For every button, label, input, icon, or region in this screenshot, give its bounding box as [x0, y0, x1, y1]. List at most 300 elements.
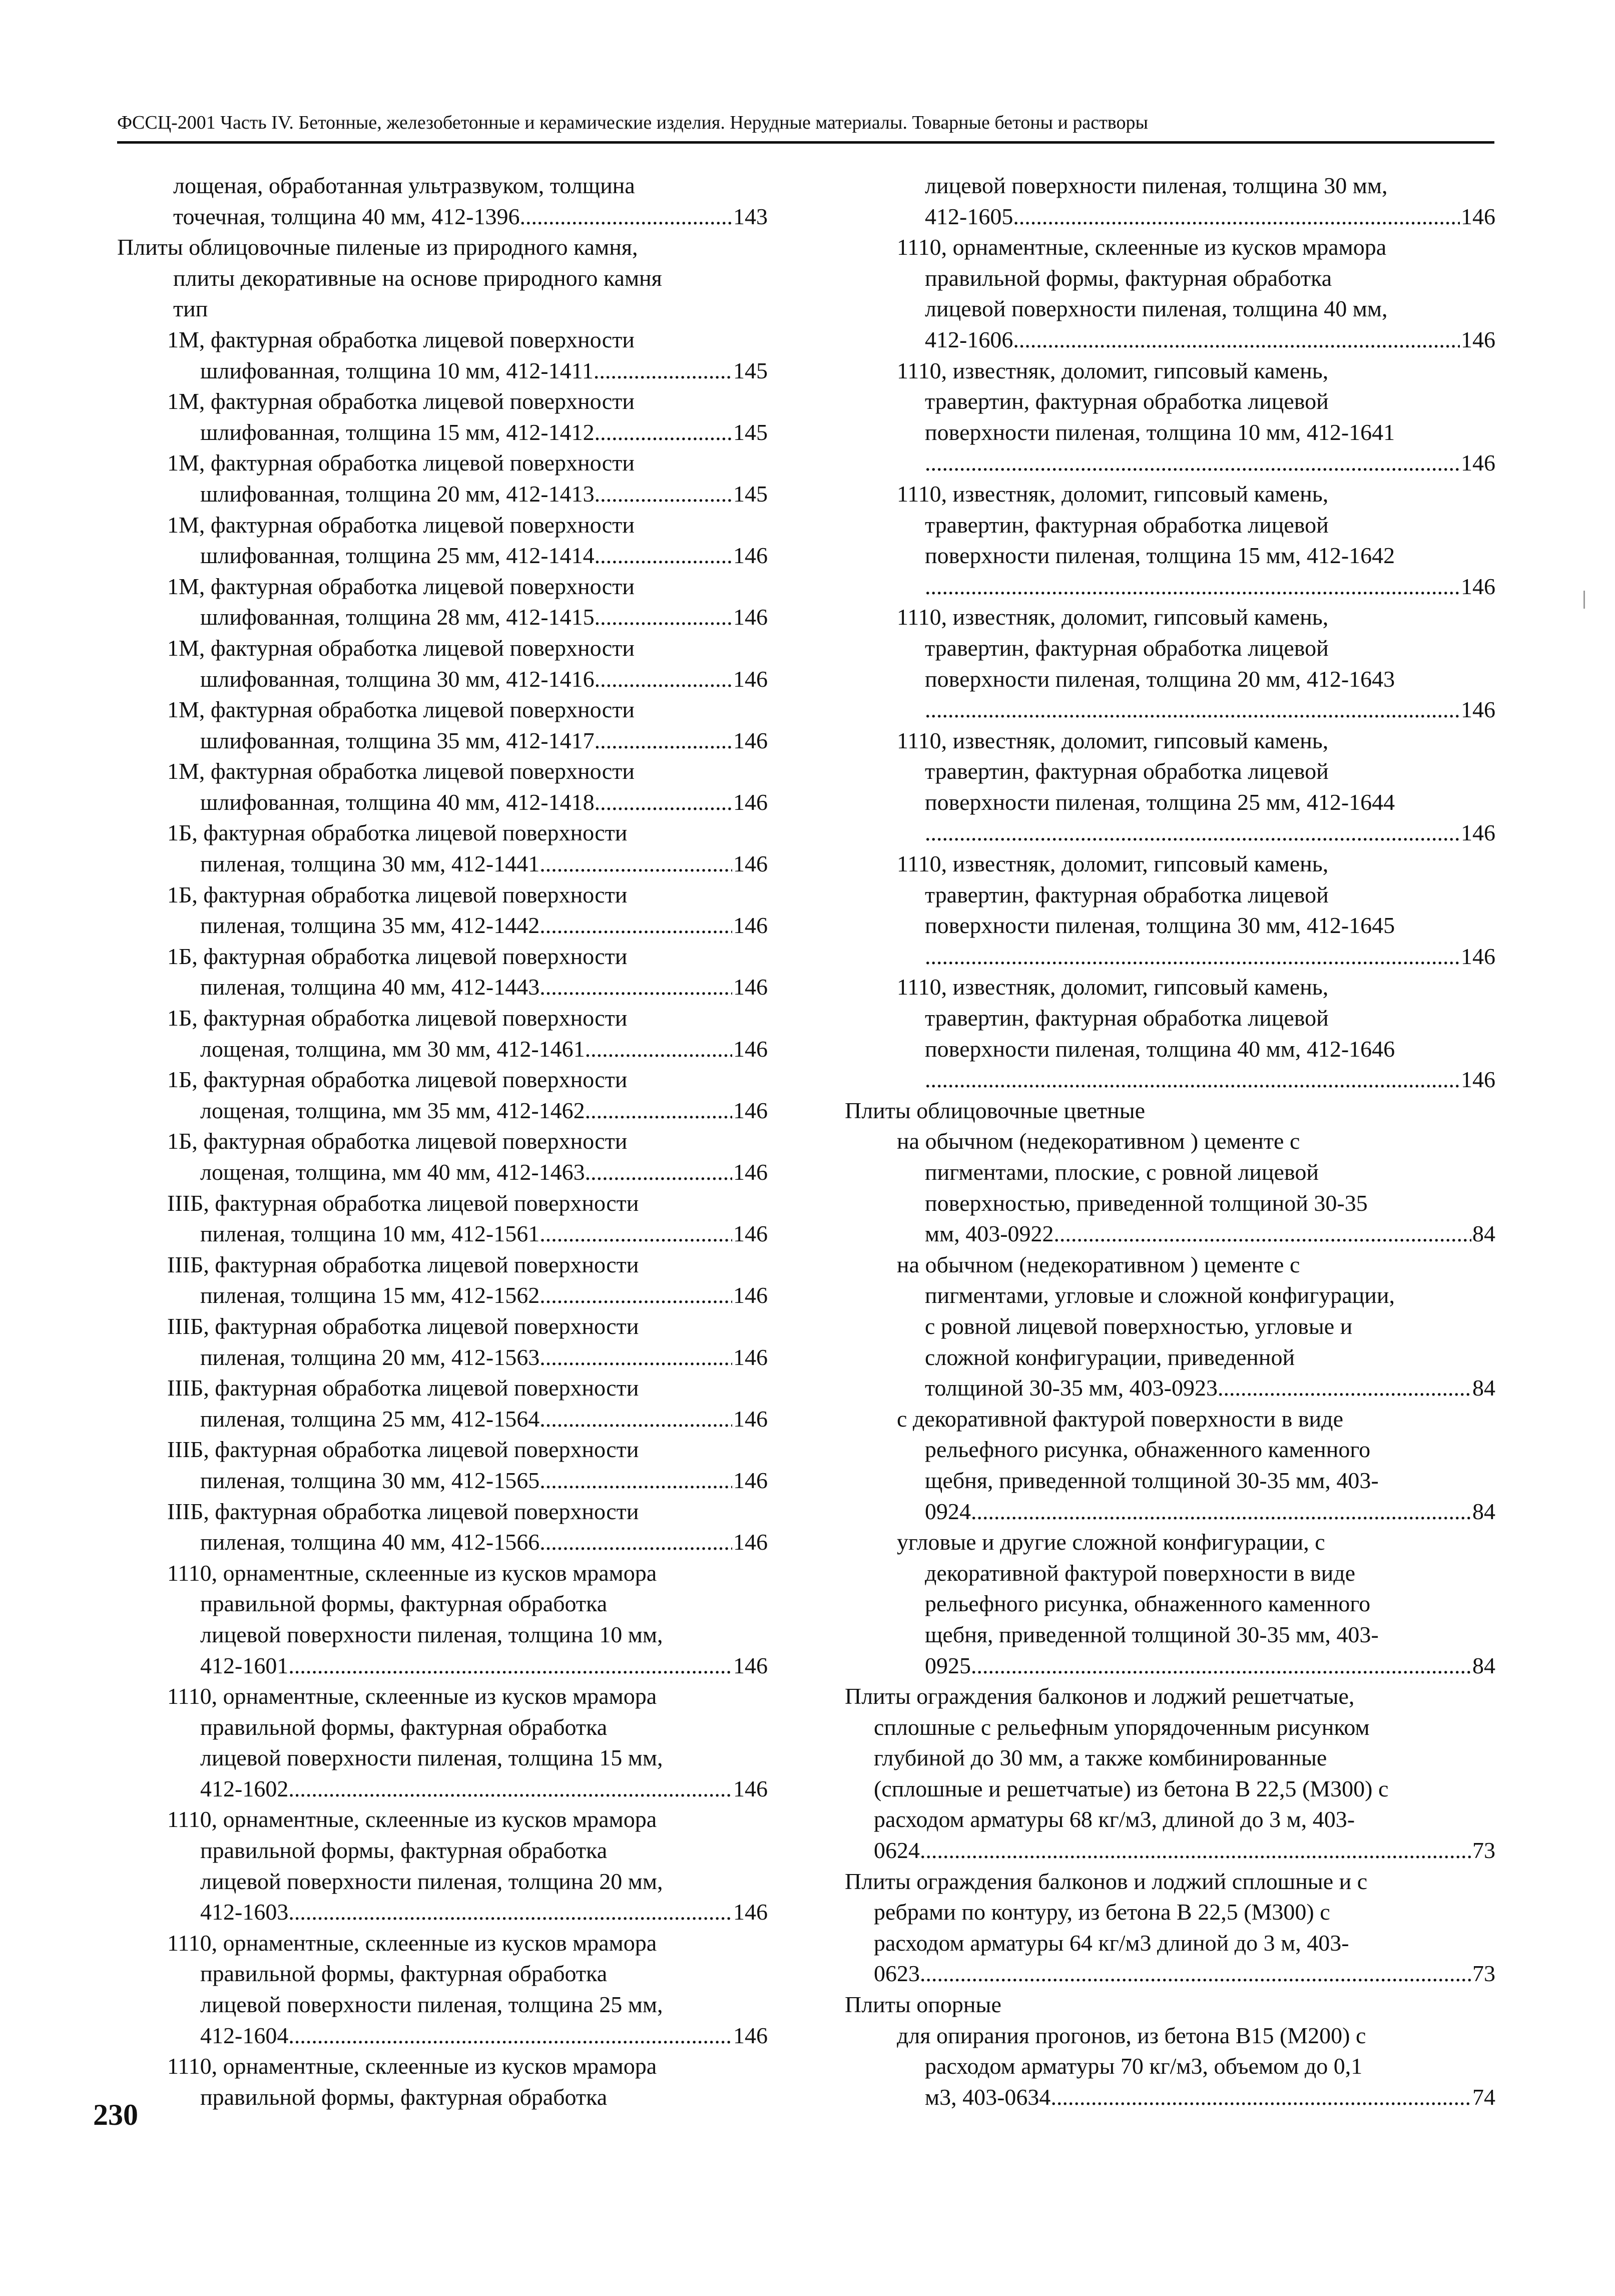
page-reference: 146 — [733, 1406, 768, 1432]
page-reference: 146 — [1461, 203, 1495, 229]
index-text-line — [845, 386, 1495, 417]
dot-leader — [1218, 1372, 1471, 1404]
index-entry-line — [117, 725, 768, 756]
entry-text: для опирания прогонов, из бетона В15 (М200) с — [897, 2022, 1366, 2048]
entry-text: травертин, фактурная обработка лицевой — [925, 388, 1329, 414]
index-text-line — [117, 633, 768, 664]
index-text-line — [845, 910, 1495, 941]
dot-leader — [520, 201, 733, 232]
index-text-line — [845, 1681, 1495, 1712]
index-text-line — [845, 1003, 1495, 1034]
index-entry-line — [117, 1342, 768, 1373]
index-text-line — [845, 479, 1495, 510]
entry-text: 1М, фактурная обработка лицевой поверхности — [167, 450, 635, 476]
entry-text: 1М, фактурная обработка лицевой поверхности — [167, 326, 635, 352]
dot-leader — [540, 972, 732, 1003]
entry-text: пиленая, толщина 10 мм, 412-1561 — [200, 1221, 540, 1247]
dot-leader — [925, 941, 1460, 972]
entry-text: м3, 403-0634 — [925, 2084, 1051, 2110]
dot-leader — [595, 540, 732, 571]
index-entry-line — [845, 1835, 1495, 1866]
dot-leader — [925, 694, 1460, 725]
dot-leader — [1013, 201, 1460, 232]
index-entry-line — [845, 324, 1495, 355]
entry-text: 1110, орнаментные, склеенные из кусков мрамора — [167, 2053, 657, 2079]
entry-text: IIIБ, фактурная обработка лицевой поверхности — [167, 1498, 639, 1524]
index-text-line — [117, 386, 768, 417]
index-entry-line — [117, 1897, 768, 1928]
entry-text: рельефного рисунка, обнаженного каменного — [925, 1437, 1371, 1463]
page-reference: 146 — [1461, 1067, 1495, 1093]
index-text-line — [117, 1958, 768, 1989]
index-text-line — [845, 602, 1495, 633]
entry-text: Плиты ограждения балконов и лоджий сплошные и с — [845, 1868, 1368, 1894]
index-text-line — [117, 1835, 768, 1866]
entry-text: щебня, приведенной толщиной 30-35 мм, 403- — [925, 1621, 1379, 1647]
index-text-line — [845, 1465, 1495, 1496]
entry-text: пиленая, толщина 20 мм, 412-1563 — [200, 1344, 540, 1370]
index-entry-line — [845, 1650, 1495, 1681]
entry-text: (сплошные и решетчатые) из бетона В 22,5 (М300) с — [874, 1775, 1389, 1801]
index-entry-line — [117, 355, 768, 386]
index-text-line — [117, 1003, 768, 1034]
dot-leader — [288, 1650, 732, 1681]
page-reference: 146 — [1461, 326, 1495, 352]
index-text-line — [117, 756, 768, 787]
entry-text: 1Б, фактурная обработка лицевой поверхности — [167, 1128, 628, 1154]
page-number: 230 — [93, 2098, 138, 2131]
index-text-line — [117, 1311, 768, 1342]
dot-leader — [540, 910, 732, 941]
entry-text: пиленая, толщина 40 мм, 412-1443 — [200, 974, 540, 1000]
page-reference: 84 — [1472, 1498, 1495, 1524]
entry-text: 412-1603 — [200, 1899, 289, 1925]
index-text-line — [845, 1311, 1495, 1342]
entry-text: 1110, известняк, доломит, гипсовый камень, — [897, 727, 1329, 753]
entry-text: декоративной фактурой поверхности в виде — [925, 1560, 1356, 1586]
index-entry-line — [117, 1157, 768, 1188]
dot-leader — [594, 355, 732, 386]
dot-leader — [920, 1835, 1471, 1866]
page-reference: 146 — [733, 1282, 768, 1308]
entry-text: поверхностью, приведенной толщиной 30-35 — [925, 1190, 1368, 1216]
index-entry-line — [845, 1496, 1495, 1527]
index-entry-line — [117, 1465, 768, 1496]
dot-leader — [585, 1095, 732, 1126]
entry-text: шлифованная, толщина 35 мм, 412-1417 — [200, 727, 595, 753]
page-reference: 146 — [733, 543, 768, 569]
page-reference: 146 — [733, 974, 768, 1000]
index-text-line — [845, 1157, 1495, 1188]
entry-text: 1110, известняк, доломит, гипсовый камень, — [897, 357, 1329, 383]
entry-text: Плиты опорные — [845, 1992, 1001, 2018]
page-reference: 146 — [1461, 820, 1495, 846]
index-text-line — [117, 293, 768, 324]
dot-leader — [971, 1650, 1471, 1681]
dot-leader — [925, 447, 1460, 479]
entry-text: травертин, фактурная обработка лицевой — [925, 881, 1329, 907]
page-reference: 73 — [1472, 1838, 1495, 1864]
entry-text: 1М, фактурная обработка лицевой поверхности — [167, 573, 635, 599]
entry-text: правильной формы, фактурная обработка — [200, 1838, 608, 1864]
index-text-line — [117, 694, 768, 725]
page-reference: 84 — [1472, 1375, 1495, 1401]
index-entry-line — [845, 2082, 1495, 2113]
entry-text: пигментами, угловые и сложной конфигурации, — [925, 1282, 1395, 1308]
entry-text: 1110, известняк, доломит, гипсовый камень, — [897, 604, 1329, 630]
entry-text: IIIБ, фактурная обработка лицевой поверхности — [167, 1190, 639, 1216]
index-text-line — [117, 1064, 768, 1095]
entry-text: шлифованная, толщина 40 мм, 412-1418 — [200, 789, 595, 815]
index-text-line — [845, 540, 1495, 571]
index-entry-line — [117, 1650, 768, 1681]
index-text-line — [845, 1804, 1495, 1835]
entry-text: 1М, фактурная обработка лицевой поверхности — [167, 697, 635, 723]
page-reference: 146 — [733, 1344, 768, 1370]
header-rule — [117, 141, 1494, 144]
dot-leader — [595, 787, 732, 818]
index-text-line — [117, 571, 768, 602]
index-text-line — [117, 447, 768, 479]
index-text-line — [117, 232, 768, 263]
dot-leader — [288, 1773, 732, 1804]
index-text-line — [845, 510, 1495, 541]
page-reference: 146 — [733, 604, 768, 630]
index-entry-line — [845, 571, 1495, 602]
entry-text: на обычном (недекоративном ) цементе с — [897, 1251, 1300, 1277]
index-entry-line — [117, 602, 768, 633]
entry-text: поверхности пиленая, толщина 15 мм, 412-1642 — [925, 543, 1395, 569]
entry-text: 412-1604 — [200, 2022, 289, 2048]
index-text-line — [117, 1619, 768, 1650]
entry-text: лицевой поверхности пиленая, толщина 25 мм, — [200, 1992, 663, 2018]
page-reference: 84 — [1472, 1652, 1495, 1678]
index-text-line — [117, 2051, 768, 2082]
page-reference: 146 — [733, 912, 768, 939]
dot-leader — [925, 817, 1460, 848]
entry-text: поверхности пиленая, толщина 20 мм, 412-1643 — [925, 666, 1395, 692]
entry-text: 1Б, фактурная обработка лицевой поверхности — [167, 820, 628, 846]
entry-text: с декоративной фактурой поверхности в виде — [897, 1406, 1343, 1432]
entry-text: глубиной до 30 мм, а также комбинированные — [874, 1745, 1327, 1771]
page-reference: 73 — [1472, 1961, 1495, 1987]
dot-leader — [540, 1527, 732, 1558]
index-text-line — [845, 1404, 1495, 1435]
page-reference: 145 — [733, 419, 768, 445]
index-text-line — [117, 1188, 768, 1219]
dot-leader — [1054, 1218, 1471, 1249]
index-text-line — [117, 1928, 768, 1959]
index-text-line — [845, 664, 1495, 695]
entry-text: 0623 — [874, 1961, 920, 1987]
index-entry-line — [117, 1280, 768, 1311]
page-reference: 145 — [733, 357, 768, 383]
index-text-line — [845, 1434, 1495, 1465]
entry-text: лицевой поверхности пиленая, толщина 15 мм, — [200, 1745, 663, 1771]
page-reference: 143 — [733, 203, 768, 229]
entry-text: 412-1602 — [200, 1775, 289, 1801]
index-text-line — [845, 725, 1495, 756]
entry-text: мм, 403-0922 — [925, 1221, 1054, 1247]
index-text-line — [117, 941, 768, 972]
index-text-line — [845, 1249, 1495, 1280]
index-text-line — [845, 972, 1495, 1003]
entry-text: 1110, известняк, доломит, гипсовый камень, — [897, 851, 1329, 877]
entry-text: 1Б, фактурная обработка лицевой поверхности — [167, 881, 628, 907]
page-reference: 146 — [733, 1775, 768, 1801]
dot-leader — [540, 1404, 732, 1435]
entry-text: пиленая, толщина 15 мм, 412-1562 — [200, 1282, 540, 1308]
index-entry-line — [117, 848, 768, 879]
index-text-line — [117, 1866, 768, 1897]
page-reference: 146 — [1461, 697, 1495, 723]
page-reference: 146 — [733, 1097, 768, 1123]
entry-text: с ровной лицевой поверхностью, угловые и — [925, 1313, 1353, 1339]
index-entry-line — [117, 540, 768, 571]
index-text-line — [117, 1681, 768, 1712]
index-text-line — [845, 1897, 1495, 1928]
entry-text: толщиной 30-35 мм, 403-0923 — [925, 1375, 1218, 1401]
dot-leader — [288, 1897, 732, 1928]
index-text-line — [117, 1804, 768, 1835]
entry-text: 0925 — [925, 1652, 971, 1678]
entry-text: лощеная, толщина, мм 40 мм, 412-1463 — [200, 1159, 585, 1185]
index-text-line — [117, 263, 768, 294]
index-entry-line — [845, 1372, 1495, 1404]
scan-mark — [1583, 591, 1585, 609]
entry-text: пигментами, плоские, с ровной лицевой — [925, 1159, 1319, 1185]
entry-text: IIIБ, фактурная обработка лицевой поверхности — [167, 1437, 639, 1463]
index-entry-line — [117, 1034, 768, 1065]
entry-text: расходом арматуры 64 кг/м3 длиной до 3 м, 403- — [874, 1930, 1349, 1956]
dot-leader — [595, 602, 732, 633]
entry-text: лицевой поверхности пиленая, толщина 20 мм, — [200, 1868, 663, 1894]
page-reference: 74 — [1472, 2084, 1495, 2110]
index-text-line — [845, 1095, 1495, 1126]
index-text-line — [117, 1712, 768, 1743]
entry-text: шлифованная, толщина 10 мм, 412-1411 — [200, 357, 594, 383]
entry-text: поверхности пиленая, толщина 40 мм, 412-1646 — [925, 1036, 1395, 1062]
page-reference: 146 — [733, 1529, 768, 1555]
index-text-line — [117, 2082, 768, 2113]
entry-text: шлифованная, толщина 20 мм, 412-1413 — [200, 481, 595, 507]
entry-text: IIIБ, фактурная обработка лицевой поверхности — [167, 1313, 639, 1339]
entry-text: лощеная, толщина, мм 30 мм, 412-1461 — [200, 1036, 585, 1062]
entry-text: шлифованная, толщина 15 мм, 412-1412 — [200, 419, 595, 445]
entry-text: травертин, фактурная обработка лицевой — [925, 512, 1329, 538]
index-entry-line — [845, 1958, 1495, 1989]
index-entry-line — [117, 1095, 768, 1126]
page-reference: 146 — [733, 1652, 768, 1678]
entry-text: лицевой поверхности пиленая, толщина 10 мм, — [200, 1621, 663, 1647]
entry-text: пиленая, толщина 30 мм, 412-1441 — [200, 851, 540, 877]
entry-text: Плиты ограждения балконов и лоджий решетчатые, — [845, 1683, 1355, 1709]
dot-leader — [925, 1064, 1460, 1095]
index-text-line — [845, 756, 1495, 787]
entry-text: травертин, фактурная обработка лицевой — [925, 758, 1329, 784]
index-entry-line — [117, 664, 768, 695]
entry-text: 1110, орнаментные, склеенные из кусков мрамора — [167, 1683, 657, 1709]
index-text-line — [845, 232, 1495, 263]
index-text-line — [117, 1588, 768, 1619]
entry-text: травертин, фактурная обработка лицевой — [925, 635, 1329, 661]
index-text-line — [117, 1742, 768, 1773]
index-entry-line — [845, 1218, 1495, 1249]
entry-text: 1Б, фактурная обработка лицевой поверхности — [167, 1067, 628, 1093]
dot-leader — [540, 848, 732, 879]
entry-text: правильной формы, фактурная обработка — [200, 2084, 608, 2110]
index-text-line — [845, 293, 1495, 324]
entry-text: поверхности пиленая, толщина 10 мм, 412-1641 — [925, 419, 1395, 445]
entry-text: сплошные с рельефным упорядоченным рисунком — [874, 1714, 1370, 1740]
index-text-line — [117, 1249, 768, 1280]
dot-leader — [971, 1496, 1471, 1527]
entry-text: пиленая, толщина 35 мм, 412-1442 — [200, 912, 540, 939]
entry-text: сложной конфигурации, приведенной — [925, 1344, 1295, 1370]
index-text-line — [845, 1280, 1495, 1311]
index-entry-line — [117, 479, 768, 510]
entry-text: 1110, орнаментные, склеенные из кусков мрамора — [167, 1806, 657, 1832]
index-text-line — [845, 633, 1495, 664]
index-entry-line — [117, 1218, 768, 1249]
entry-text: шлифованная, толщина 25 мм, 412-1414 — [200, 543, 595, 569]
index-entry-line — [117, 2020, 768, 2051]
index-text-line — [845, 2020, 1495, 2051]
dot-leader — [540, 1280, 732, 1311]
entry-text: пиленая, толщина 25 мм, 412-1564 — [200, 1406, 540, 1432]
entry-text: на обычном (недекоративном ) цементе с — [897, 1128, 1300, 1154]
dot-leader — [585, 1157, 732, 1188]
page-reference: 146 — [733, 666, 768, 692]
entry-text: тип — [173, 296, 208, 322]
entry-text: пиленая, толщина 30 мм, 412-1565 — [200, 1467, 540, 1493]
entry-text: 1110, орнаментные, склеенные из кусков мрамора — [897, 234, 1387, 260]
entry-text: 1110, известняк, доломит, гипсовый камень, — [897, 974, 1329, 1000]
index-entry-line — [845, 447, 1495, 479]
page-reference: 146 — [1461, 450, 1495, 476]
index-text-line — [117, 879, 768, 910]
entry-text: 0624 — [874, 1838, 920, 1864]
entry-text: лицевой поверхности пиленая, толщина 40 мм, — [925, 296, 1388, 322]
index-entry-line — [117, 1404, 768, 1435]
index-text-line — [117, 1434, 768, 1465]
index-column-right — [845, 170, 1495, 2112]
page-reference: 146 — [733, 1899, 768, 1925]
dot-leader — [925, 571, 1460, 602]
index-text-line — [845, 2051, 1495, 2082]
entry-text: 412-1606 — [925, 326, 1013, 352]
index-text-line — [845, 1928, 1495, 1959]
index-entry-line — [117, 787, 768, 818]
entry-text: IIIБ, фактурная обработка лицевой поверхности — [167, 1251, 639, 1277]
index-text-line — [117, 324, 768, 355]
page-reference: 146 — [733, 2022, 768, 2048]
index-text-line — [845, 170, 1495, 201]
dot-leader — [595, 725, 732, 756]
entry-text: ребрами по контуру, из бетона В 22,5 (М300) с — [874, 1899, 1330, 1925]
index-text-line — [845, 1588, 1495, 1619]
entry-text: поверхности пиленая, толщина 30 мм, 412-1645 — [925, 912, 1395, 939]
page-reference: 146 — [733, 1221, 768, 1247]
entry-text: шлифованная, толщина 30 мм, 412-1416 — [200, 666, 595, 692]
index-entry-line — [845, 941, 1495, 972]
entry-text: угловые и другие сложной конфигурации, с — [897, 1529, 1325, 1555]
index-text-line — [845, 417, 1495, 448]
entry-text: щебня, приведенной толщиной 30-35 мм, 403- — [925, 1467, 1379, 1493]
index-text-line — [845, 1126, 1495, 1157]
dot-leader — [1013, 324, 1460, 355]
index-entry-line — [845, 201, 1495, 232]
index-entry-line — [117, 201, 768, 232]
page-reference: 146 — [733, 789, 768, 815]
index-text-line — [845, 1188, 1495, 1219]
entry-text: правильной формы, фактурная обработка — [200, 1591, 608, 1617]
dot-leader — [595, 417, 732, 448]
page-reference: 146 — [1461, 943, 1495, 969]
index-text-line — [845, 1558, 1495, 1589]
entry-text: травертин, фактурная обработка лицевой — [925, 1005, 1329, 1031]
entry-text: 1М, фактурная обработка лицевой поверхности — [167, 388, 635, 414]
index-column-left — [117, 170, 768, 2112]
dot-leader — [595, 479, 732, 510]
entry-text: лощеная, толщина, мм 35 мм, 412-1462 — [200, 1097, 585, 1123]
page-reference: 146 — [733, 1467, 768, 1493]
entry-text: 412-1601 — [200, 1652, 289, 1678]
dot-leader — [585, 1034, 732, 1065]
index-entry-line — [117, 1527, 768, 1558]
entry-text: Плиты облицовочные пиленые из природного камня, — [117, 234, 638, 260]
index-text-line — [845, 848, 1495, 879]
entry-text: 1110, известняк, доломит, гипсовый камень, — [897, 481, 1329, 507]
entry-text: 1М, фактурная обработка лицевой поверхности — [167, 512, 635, 538]
index-entry-line — [117, 972, 768, 1003]
entry-text: правильной формы, фактурная обработка — [925, 265, 1332, 291]
entry-text: пиленая, толщина 40 мм, 412-1566 — [200, 1529, 540, 1555]
index-text-line — [117, 1496, 768, 1527]
page-reference: 84 — [1472, 1221, 1495, 1247]
page-reference: 146 — [733, 1036, 768, 1062]
index-entry-line — [845, 694, 1495, 725]
entry-text: 1Б, фактурная обработка лицевой поверхности — [167, 943, 628, 969]
entry-text: Плиты облицовочные цветные — [845, 1097, 1146, 1123]
index-text-line — [845, 1989, 1495, 2020]
index-text-line — [845, 1619, 1495, 1650]
index-text-line — [845, 879, 1495, 910]
entry-text: точечная, толщина 40 мм, 412-1396 — [173, 203, 520, 229]
entry-text: 1М, фактурная обработка лицевой поверхности — [167, 635, 635, 661]
index-text-line — [845, 1742, 1495, 1773]
index-text-line — [117, 1372, 768, 1404]
page-reference: 146 — [733, 851, 768, 877]
dot-leader — [1050, 2082, 1471, 2113]
dot-leader — [540, 1342, 732, 1373]
entry-text: рельефного рисунка, обнаженного каменного — [925, 1591, 1371, 1617]
entry-text: 1М, фактурная обработка лицевой поверхности — [167, 758, 635, 784]
index-text-line — [845, 1773, 1495, 1804]
entry-text: расходом арматуры 70 кг/м3, объемом до 0,1 — [925, 2053, 1363, 2079]
index-text-line — [845, 1342, 1495, 1373]
index-text-line — [117, 817, 768, 848]
index-entry-line — [845, 817, 1495, 848]
entry-text: 1110, орнаментные, склеенные из кусков мрамора — [167, 1930, 657, 1956]
index-text-line — [845, 787, 1495, 818]
running-header: ФССЦ-2001 Часть IV. Бетонные, железобетонные и керамические изделия. Нерудные материалы. Товарные бетоны и растворы — [117, 112, 1148, 133]
entry-text: шлифованная, толщина 28 мм, 412-1415 — [200, 604, 595, 630]
index-text-line — [845, 263, 1495, 294]
entry-text: 1110, орнаментные, склеенные из кусков мрамора — [167, 1560, 657, 1586]
page-reference: 146 — [1461, 573, 1495, 599]
entry-text: 1Б, фактурная обработка лицевой поверхности — [167, 1005, 628, 1031]
